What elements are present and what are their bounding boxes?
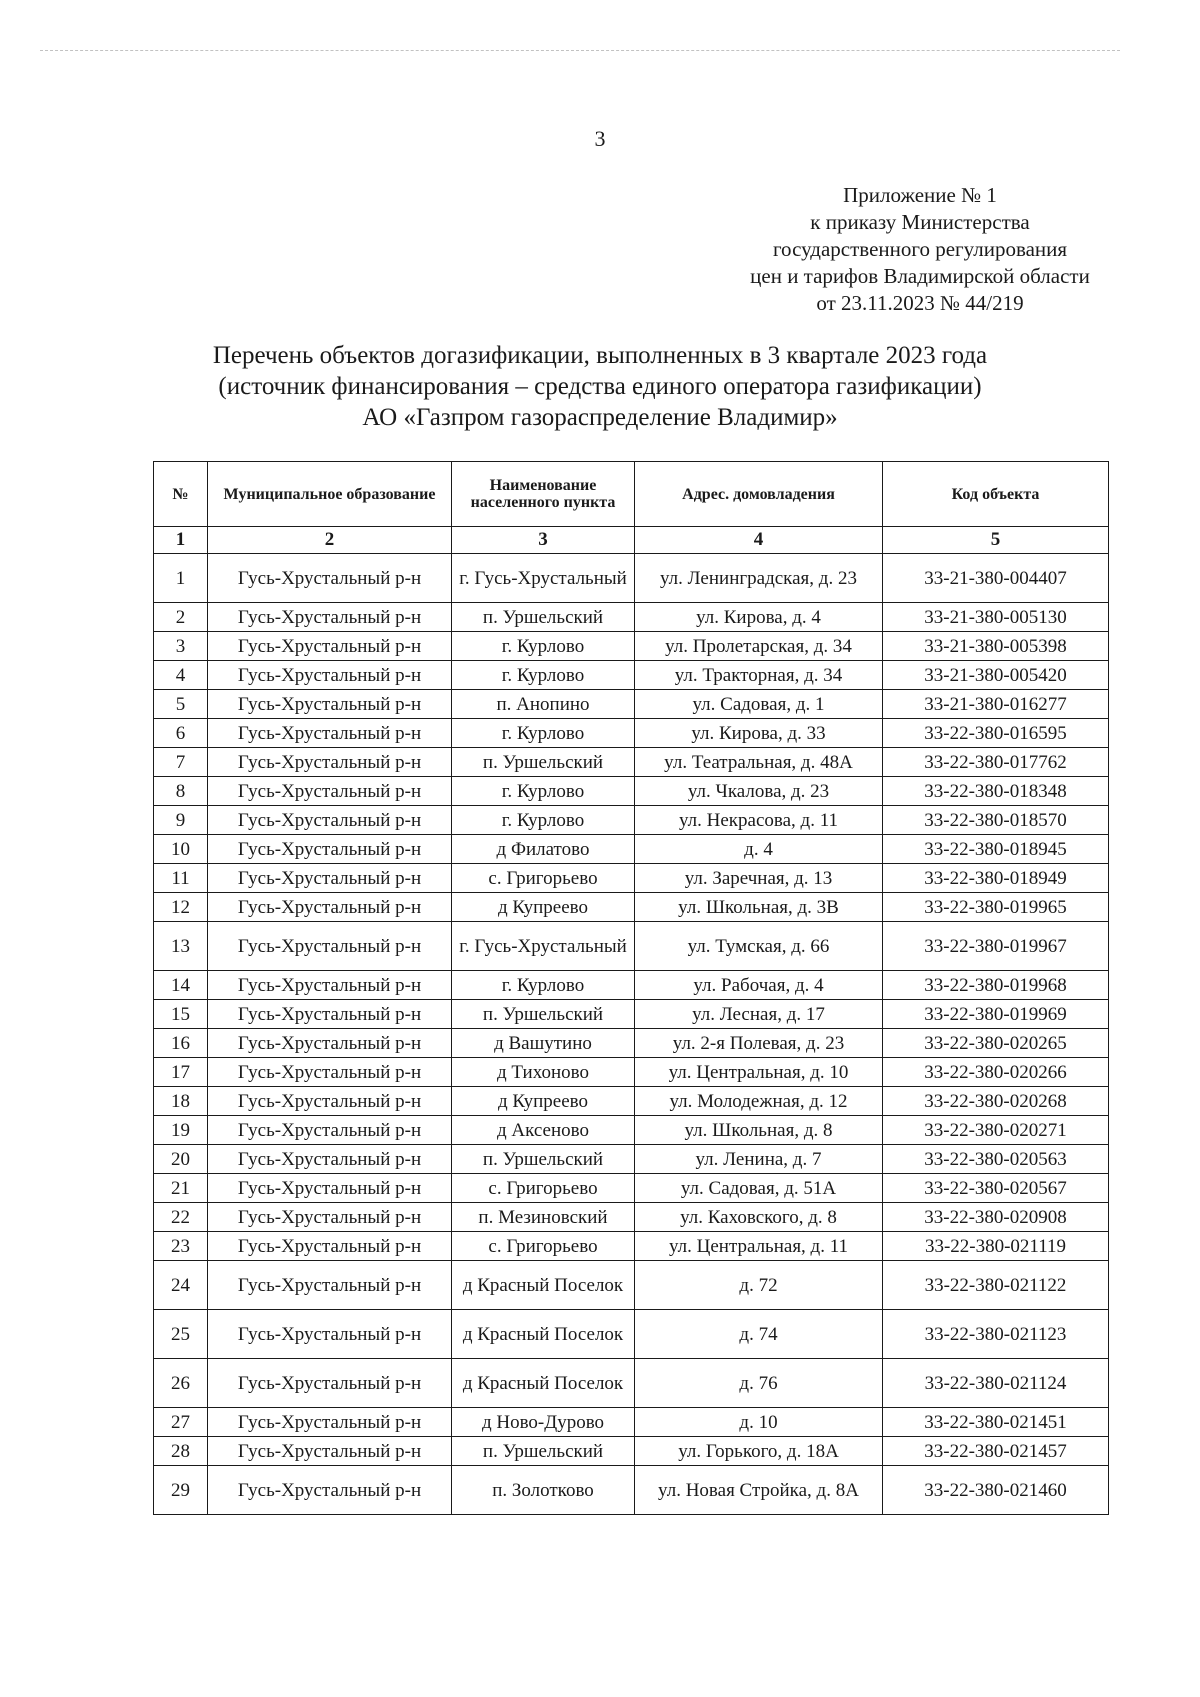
table-header-row bbox=[154, 462, 1109, 527]
object-code-cell: 33-22-380-019965 bbox=[883, 893, 1109, 922]
object-code-cell: 33-22-380-020266 bbox=[883, 1058, 1109, 1087]
object-code-cell: 33-21-380-005420 bbox=[883, 661, 1109, 690]
table-row bbox=[154, 1174, 1109, 1203]
settlement-cell: п. Мезиновский bbox=[452, 1203, 635, 1232]
row-number: 27 bbox=[154, 1408, 208, 1437]
address-cell: ул. Центральная, д. 11 bbox=[635, 1232, 883, 1261]
settlement-cell: д Красный Поселок bbox=[452, 1310, 635, 1359]
table-row bbox=[154, 748, 1109, 777]
table-row bbox=[154, 1437, 1109, 1466]
address-cell: ул. Пролетарская, д. 34 bbox=[635, 632, 883, 661]
column-number: 4 bbox=[635, 527, 883, 554]
address-cell: ул. Каховского, д. 8 bbox=[635, 1203, 883, 1232]
row-number: 6 bbox=[154, 719, 208, 748]
address-cell: ул. Тумская, д. 66 bbox=[635, 922, 883, 971]
object-code-cell: 33-22-380-019969 bbox=[883, 1000, 1109, 1029]
municipality-cell: Гусь-Хрустальный р-н bbox=[208, 1145, 452, 1174]
appendix-line: от 23.11.2023 № 44/219 bbox=[816, 291, 1024, 315]
address-cell: ул. Рабочая, д. 4 bbox=[635, 971, 883, 1000]
object-code-cell: 33-22-380-020265 bbox=[883, 1029, 1109, 1058]
table-row bbox=[154, 1466, 1109, 1515]
municipality-cell: Гусь-Хрустальный р-н bbox=[208, 1232, 452, 1261]
settlement-cell: г. Курлово bbox=[452, 719, 635, 748]
title-line: Перечень объектов догазификации, выполненных в 3 квартале 2023 года bbox=[212, 342, 988, 369]
object-code-cell: 33-22-380-018570 bbox=[883, 806, 1109, 835]
object-code-cell: 33-21-380-004407 bbox=[883, 554, 1109, 603]
row-number: 28 bbox=[154, 1437, 208, 1466]
municipality-cell: Гусь-Хрустальный р-н bbox=[208, 806, 452, 835]
table-row bbox=[154, 971, 1109, 1000]
address-cell: ул. Некрасова, д. 11 bbox=[635, 806, 883, 835]
row-number: 7 bbox=[154, 748, 208, 777]
appendix-line: Приложение № 1 bbox=[843, 183, 997, 207]
object-code-cell: 33-22-380-018945 bbox=[883, 835, 1109, 864]
settlement-cell: г. Курлово bbox=[452, 777, 635, 806]
address-cell: д. 74 bbox=[635, 1310, 883, 1359]
row-number: 23 bbox=[154, 1232, 208, 1261]
table-row bbox=[154, 777, 1109, 806]
header-number: № bbox=[154, 462, 208, 527]
address-cell: ул. Чкалова, д. 23 bbox=[635, 777, 883, 806]
municipality-cell: Гусь-Хрустальный р-н bbox=[208, 603, 452, 632]
municipality-cell: Гусь-Хрустальный р-н bbox=[208, 835, 452, 864]
table-row bbox=[154, 1203, 1109, 1232]
row-number: 16 bbox=[154, 1029, 208, 1058]
municipality-cell: Гусь-Хрустальный р-н bbox=[208, 1261, 452, 1310]
row-number: 25 bbox=[154, 1310, 208, 1359]
municipality-cell: Гусь-Хрустальный р-н bbox=[208, 1087, 452, 1116]
title-line: (источник финансирования – средства единого оператора газификации) bbox=[218, 373, 982, 400]
object-code-cell: 33-22-380-016595 bbox=[883, 719, 1109, 748]
row-number: 17 bbox=[154, 1058, 208, 1087]
object-code-cell: 33-22-380-020567 bbox=[883, 1174, 1109, 1203]
settlement-cell: п. Уршельский bbox=[452, 603, 635, 632]
municipality-cell: Гусь-Хрустальный р-н bbox=[208, 719, 452, 748]
column-number: 1 bbox=[154, 527, 208, 554]
address-cell: д. 72 bbox=[635, 1261, 883, 1310]
object-code-cell: 33-22-380-019968 bbox=[883, 971, 1109, 1000]
table-row bbox=[154, 661, 1109, 690]
address-cell: ул. Школьная, д. 8 bbox=[635, 1116, 883, 1145]
table-row bbox=[154, 632, 1109, 661]
table-row bbox=[154, 1029, 1109, 1058]
municipality-cell: Гусь-Хрустальный р-н bbox=[208, 1408, 452, 1437]
table-row bbox=[154, 1087, 1109, 1116]
row-number: 18 bbox=[154, 1087, 208, 1116]
appendix-line: цен и тарифов Владимирской области bbox=[750, 264, 1090, 288]
settlement-cell: д Купреево bbox=[452, 1087, 635, 1116]
row-number: 8 bbox=[154, 777, 208, 806]
settlement-cell: п. Уршельский bbox=[452, 1145, 635, 1174]
address-cell: д. 76 bbox=[635, 1359, 883, 1408]
settlement-cell: г. Курлово bbox=[452, 661, 635, 690]
settlement-cell: д Купреево bbox=[452, 893, 635, 922]
settlement-cell: с. Григорьево bbox=[452, 864, 635, 893]
municipality-cell: Гусь-Хрустальный р-н bbox=[208, 1058, 452, 1087]
municipality-cell: Гусь-Хрустальный р-н bbox=[208, 893, 452, 922]
address-cell: ул. Центральная, д. 10 bbox=[635, 1058, 883, 1087]
municipality-cell: Гусь-Хрустальный р-н bbox=[208, 971, 452, 1000]
settlement-cell: д Красный Поселок bbox=[452, 1261, 635, 1310]
settlement-cell: п. Уршельский bbox=[452, 748, 635, 777]
table-row bbox=[154, 922, 1109, 971]
settlement-cell: д Филатово bbox=[452, 835, 635, 864]
header-settlement: Наименование населенного пункта bbox=[452, 462, 635, 527]
address-cell: д. 4 bbox=[635, 835, 883, 864]
municipality-cell: Гусь-Хрустальный р-н bbox=[208, 690, 452, 719]
row-number: 15 bbox=[154, 1000, 208, 1029]
objects-table bbox=[153, 461, 1109, 1515]
object-code-cell: 33-22-380-020271 bbox=[883, 1116, 1109, 1145]
table-row bbox=[154, 1261, 1109, 1310]
header-address: Адрес. домовладения bbox=[635, 462, 883, 527]
municipality-cell: Гусь-Хрустальный р-н bbox=[208, 1310, 452, 1359]
column-number: 2 bbox=[208, 527, 452, 554]
object-code-cell: 33-22-380-018949 bbox=[883, 864, 1109, 893]
settlement-cell: г. Курлово bbox=[452, 971, 635, 1000]
municipality-cell: Гусь-Хрустальный р-н bbox=[208, 661, 452, 690]
object-code-cell: 33-22-380-021122 bbox=[883, 1261, 1109, 1310]
settlement-cell: д Красный Поселок bbox=[452, 1359, 635, 1408]
row-number: 19 bbox=[154, 1116, 208, 1145]
address-cell: ул. Садовая, д. 1 bbox=[635, 690, 883, 719]
settlement-cell: г. Гусь-Хрустальный bbox=[452, 554, 635, 603]
column-number-row bbox=[154, 527, 1109, 554]
object-code-cell: 33-21-380-016277 bbox=[883, 690, 1109, 719]
object-code-cell: 33-22-380-017762 bbox=[883, 748, 1109, 777]
object-code-cell: 33-21-380-005398 bbox=[883, 632, 1109, 661]
address-cell: ул. Кирова, д. 4 bbox=[635, 603, 883, 632]
settlement-cell: д Вашутино bbox=[452, 1029, 635, 1058]
row-number: 9 bbox=[154, 806, 208, 835]
table-row bbox=[154, 719, 1109, 748]
settlement-cell: г. Курлово bbox=[452, 632, 635, 661]
column-number: 5 bbox=[883, 527, 1109, 554]
row-number: 20 bbox=[154, 1145, 208, 1174]
address-cell: ул. 2-я Полевая, д. 23 bbox=[635, 1029, 883, 1058]
settlement-cell: п. Золотково bbox=[452, 1466, 635, 1515]
table-row bbox=[154, 1116, 1109, 1145]
settlement-cell: д Аксеново bbox=[452, 1116, 635, 1145]
address-cell: ул. Садовая, д. 51А bbox=[635, 1174, 883, 1203]
table-row bbox=[154, 1058, 1109, 1087]
table-row bbox=[154, 1359, 1109, 1408]
municipality-cell: Гусь-Хрустальный р-н bbox=[208, 777, 452, 806]
municipality-cell: Гусь-Хрустальный р-н bbox=[208, 1029, 452, 1058]
address-cell: ул. Заречная, д. 13 bbox=[635, 864, 883, 893]
table-row bbox=[154, 1232, 1109, 1261]
municipality-cell: Гусь-Хрустальный р-н bbox=[208, 632, 452, 661]
object-code-cell: 33-22-380-018348 bbox=[883, 777, 1109, 806]
column-number: 3 bbox=[452, 527, 635, 554]
address-cell: ул. Тракторная, д. 34 bbox=[635, 661, 883, 690]
object-code-cell: 33-22-380-021460 bbox=[883, 1466, 1109, 1515]
row-number: 29 bbox=[154, 1466, 208, 1515]
table-row bbox=[154, 835, 1109, 864]
address-cell: ул. Ленина, д. 7 bbox=[635, 1145, 883, 1174]
row-number: 3 bbox=[154, 632, 208, 661]
header-object-code: Код объекта bbox=[883, 462, 1109, 527]
row-number: 21 bbox=[154, 1174, 208, 1203]
address-cell: д. 10 bbox=[635, 1408, 883, 1437]
settlement-cell: г. Гусь-Хрустальный bbox=[452, 922, 635, 971]
object-code-cell: 33-22-380-020908 bbox=[883, 1203, 1109, 1232]
municipality-cell: Гусь-Хрустальный р-н bbox=[208, 748, 452, 777]
object-code-cell: 33-22-380-021123 bbox=[883, 1310, 1109, 1359]
address-cell: ул. Горького, д. 18А bbox=[635, 1437, 883, 1466]
row-number: 13 bbox=[154, 922, 208, 971]
municipality-cell: Гусь-Хрустальный р-н bbox=[208, 1174, 452, 1203]
settlement-cell: с. Григорьево bbox=[452, 1174, 635, 1203]
settlement-cell: с. Григорьево bbox=[452, 1232, 635, 1261]
settlement-cell: п. Анопино bbox=[452, 690, 635, 719]
object-code-cell: 33-22-380-020563 bbox=[883, 1145, 1109, 1174]
municipality-cell: Гусь-Хрустальный р-н bbox=[208, 864, 452, 893]
table-row bbox=[154, 806, 1109, 835]
settlement-cell: г. Курлово bbox=[452, 806, 635, 835]
appendix-line: государственного регулирования bbox=[772, 237, 1068, 261]
document-title bbox=[150, 340, 1050, 433]
settlement-cell: п. Уршельский bbox=[452, 1437, 635, 1466]
row-number: 10 bbox=[154, 835, 208, 864]
municipality-cell: Гусь-Хрустальный р-н bbox=[208, 922, 452, 971]
title-line: АО «Газпром газораспределение Владимир» bbox=[362, 404, 838, 431]
object-code-cell: 33-21-380-005130 bbox=[883, 603, 1109, 632]
municipality-cell: Гусь-Хрустальный р-н bbox=[208, 1000, 452, 1029]
table-row bbox=[154, 603, 1109, 632]
address-cell: ул. Школьная, д. 3В bbox=[635, 893, 883, 922]
row-number: 5 bbox=[154, 690, 208, 719]
address-cell: ул. Театральная, д. 48А bbox=[635, 748, 883, 777]
municipality-cell: Гусь-Хрустальный р-н bbox=[208, 1203, 452, 1232]
row-number: 26 bbox=[154, 1359, 208, 1408]
municipality-cell: Гусь-Хрустальный р-н bbox=[208, 1359, 452, 1408]
table-body bbox=[154, 527, 1109, 1515]
table-row bbox=[154, 1408, 1109, 1437]
address-cell: ул. Молодежная, д. 12 bbox=[635, 1087, 883, 1116]
address-cell: ул. Кирова, д. 33 bbox=[635, 719, 883, 748]
address-cell: ул. Новая Стройка, д. 8А bbox=[635, 1466, 883, 1515]
settlement-cell: д Ново-Дурово bbox=[452, 1408, 635, 1437]
row-number: 1 bbox=[154, 554, 208, 603]
row-number: 2 bbox=[154, 603, 208, 632]
row-number: 14 bbox=[154, 971, 208, 1000]
municipality-cell: Гусь-Хрустальный р-н bbox=[208, 554, 452, 603]
appendix-header bbox=[720, 182, 1120, 317]
table-row bbox=[154, 893, 1109, 922]
row-number: 24 bbox=[154, 1261, 208, 1310]
table-row bbox=[154, 690, 1109, 719]
object-code-cell: 33-22-380-021457 bbox=[883, 1437, 1109, 1466]
row-number: 12 bbox=[154, 893, 208, 922]
page-number: 3 bbox=[594, 126, 606, 151]
table-row bbox=[154, 1000, 1109, 1029]
row-number: 22 bbox=[154, 1203, 208, 1232]
address-cell: ул. Ленинградская, д. 23 bbox=[635, 554, 883, 603]
municipality-cell: Гусь-Хрустальный р-н bbox=[208, 1437, 452, 1466]
settlement-cell: п. Уршельский bbox=[452, 1000, 635, 1029]
object-code-cell: 33-22-380-021451 bbox=[883, 1408, 1109, 1437]
scan-artifact-line bbox=[40, 50, 1120, 51]
appendix-line: к приказу Министерства bbox=[810, 210, 1030, 234]
table-row bbox=[154, 554, 1109, 603]
settlement-cell: д Тихоново bbox=[452, 1058, 635, 1087]
header-municipality: Муниципальное образование bbox=[208, 462, 452, 527]
object-code-cell: 33-22-380-021124 bbox=[883, 1359, 1109, 1408]
table-row bbox=[154, 864, 1109, 893]
row-number: 11 bbox=[154, 864, 208, 893]
municipality-cell: Гусь-Хрустальный р-н bbox=[208, 1466, 452, 1515]
row-number: 4 bbox=[154, 661, 208, 690]
address-cell: ул. Лесная, д. 17 bbox=[635, 1000, 883, 1029]
object-code-cell: 33-22-380-020268 bbox=[883, 1087, 1109, 1116]
object-code-cell: 33-22-380-019967 bbox=[883, 922, 1109, 971]
object-code-cell: 33-22-380-021119 bbox=[883, 1232, 1109, 1261]
municipality-cell: Гусь-Хрустальный р-н bbox=[208, 1116, 452, 1145]
table-row bbox=[154, 1145, 1109, 1174]
table-row bbox=[154, 1310, 1109, 1359]
